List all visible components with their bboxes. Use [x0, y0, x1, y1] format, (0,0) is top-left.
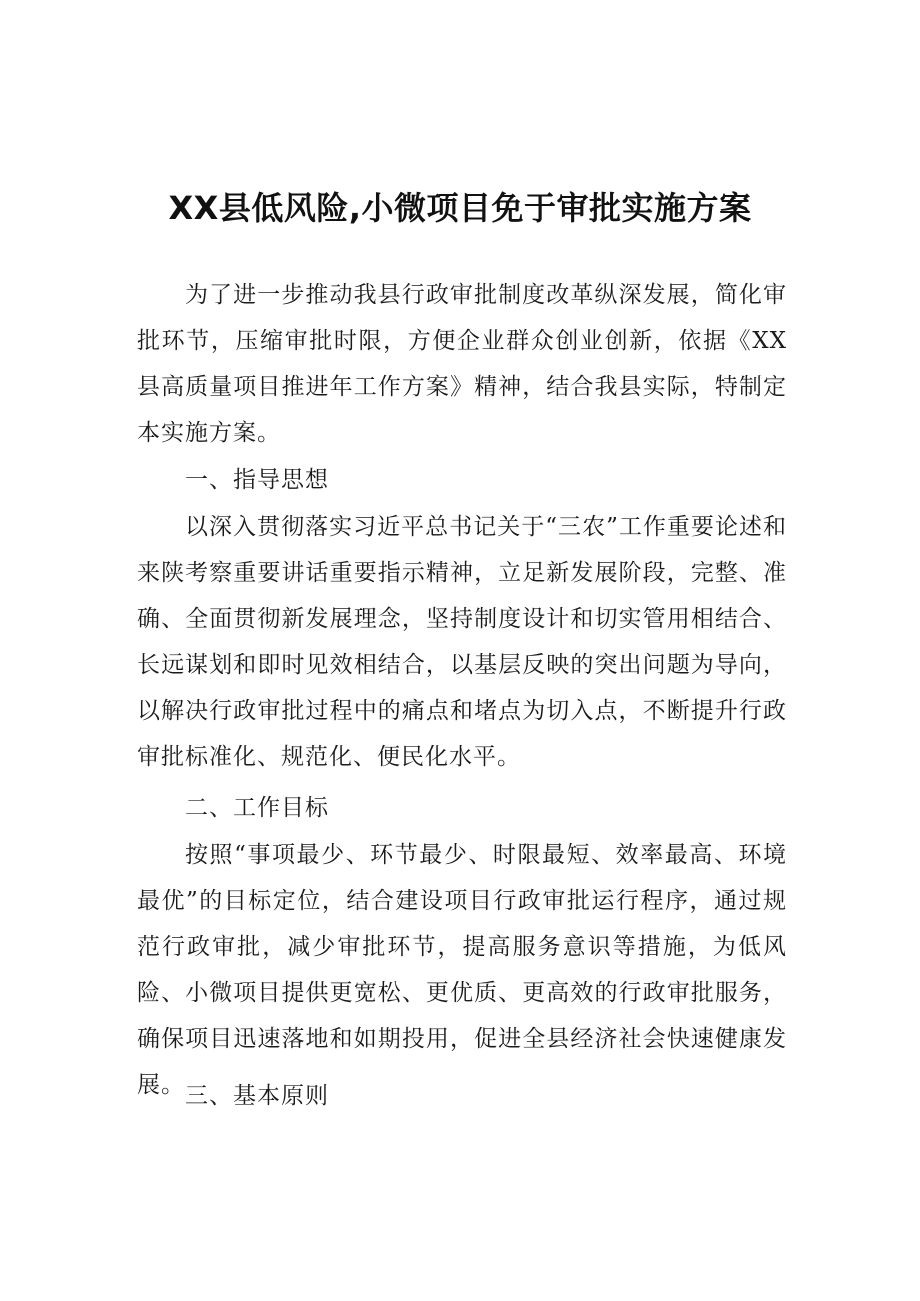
intro-paragraph: 为了进一步推动我县行政审批制度改革纵深发展，简化审批环节，压缩审批时限，方便企业群众创业创新，依据《XX县高质量项目推进年工作方案》精神，结合我县实际，特制定本实施方案。	[137, 282, 787, 446]
document-title: XX县低风险,小微项目免于审批实施方案	[168, 189, 752, 227]
section-body-guiding-ideology: 以深入贯彻落实习近平总书记关于“三农”工作重要论述和来陕考察重要讲话重要指示精神，立足新发展阶段，完整、准确、全面贯彻新发展理念，坚持制度设计和切实管用相结合、长远谋划和即时见效相结合，以基层反映的突出问题为导向，以解决行政审批过程中的痛点和堵点为切入点，不断提升行政审批标准化、规范化、便民化水平。	[137, 514, 787, 770]
section-heading-work-goals: 二、工作目标	[185, 795, 329, 821]
section-body-work-goals: 按照“事项最少、环节最少、时限最短、效率最高、环境最优”的目标定位，结合建设项目行政审批运行程序，通过规范行政审批，减少审批环节，提高服务意识等措施，为低风险、小微项目提供更宽松、更优质、更高效的行政审批服务，确保项目迅速落地和如期投用，促进全县经济社会快速健康发展。	[137, 842, 787, 1098]
section-heading-basic-principles: 三、基本原则	[185, 1083, 329, 1109]
section-heading-guiding-ideology: 一、指导思想	[185, 467, 329, 493]
